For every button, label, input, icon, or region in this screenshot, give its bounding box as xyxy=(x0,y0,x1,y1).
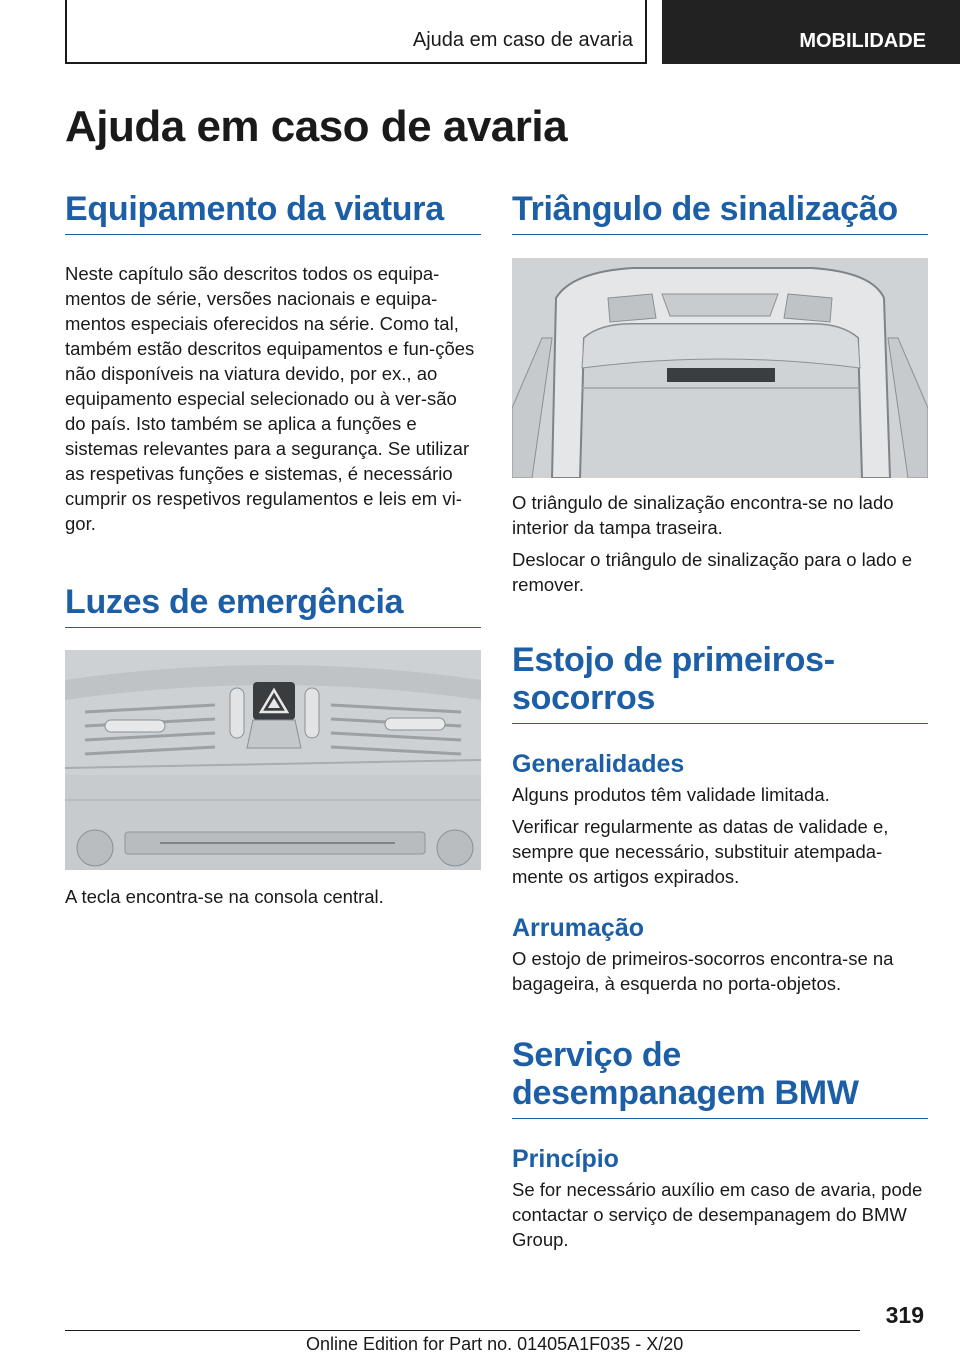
storage-p: O estojo de primeiros-socorros encontra-se na bagageira, à esquerda no porta-objetos. xyxy=(512,948,894,994)
header-section: MOBILIDADE xyxy=(799,30,926,52)
heading-equipment: Equipamento da viatura xyxy=(65,190,481,235)
header-chapter: Ajuda em caso de avaria xyxy=(412,29,633,51)
heading-roadside: Serviço de desempanagem BMW xyxy=(512,1036,859,1112)
hazard-button-figure xyxy=(65,650,481,870)
page-number: 319 xyxy=(885,1302,924,1328)
page-title: Ajuda em caso de avaria xyxy=(65,102,568,151)
heading-triangle: Triângulo de sinalização xyxy=(512,190,928,235)
triangle-p1: O triângulo de sinalização encontra-se no lado interior da tampa traseira. xyxy=(512,492,894,538)
header-chapter-box xyxy=(65,0,647,64)
heading-firstaid: Estojo de primeiros-socorros xyxy=(512,641,835,717)
heading-general: Generalidades xyxy=(512,750,685,778)
footer-rule xyxy=(65,1330,860,1331)
general-p1: Alguns produtos têm validade limitada. xyxy=(512,784,830,805)
general-p2: Verificar regularmente as datas de validade e, sempre que necessário, substituir atempada-mente os artigos expirados. xyxy=(512,816,889,887)
right-column xyxy=(512,190,928,1252)
warning-triangle-figure xyxy=(512,258,928,478)
roadside-rule xyxy=(512,1118,928,1119)
heading-storage: Arrumação xyxy=(512,914,644,942)
footer-edition: Online Edition for Part no. 01405A1F035 - X/20 xyxy=(306,1334,684,1354)
heading-hazard: Luzes de emergência xyxy=(65,583,481,628)
firstaid-rule xyxy=(512,723,928,724)
heading-principle: Princípio xyxy=(512,1145,619,1173)
dashboard-illustration xyxy=(65,650,481,870)
header-section-box xyxy=(662,0,960,64)
principle-p: Se for necessário auxílio em caso de avaria, pode contactar o serviço de desempanagem do BMW Group. xyxy=(512,1179,923,1250)
equipment-body: Neste capítulo são descritos todos os equipa-mentos de série, versões nacionais e equipa-mentos especiais oferecidos na série. Como tal, também estão descritos equipamentos e fun-ções não disponíveis na viatura devido, por ex., ao equipamento especial selecionado ou à ver-são do país. Isto também se aplica a funções e sistemas relevantes para a segurança. Se utilizar as respetivas funções e sistemas, é necessário cumprir os respetivos regulamentos e leis em vi-gor. xyxy=(65,263,475,534)
triangle-p2: Deslocar o triângulo de sinalização para o lado e remover. xyxy=(512,549,913,595)
tailgate-illustration xyxy=(512,258,928,478)
left-column xyxy=(65,190,481,909)
hazard-caption: A tecla encontra-se na consola central. xyxy=(65,886,384,907)
